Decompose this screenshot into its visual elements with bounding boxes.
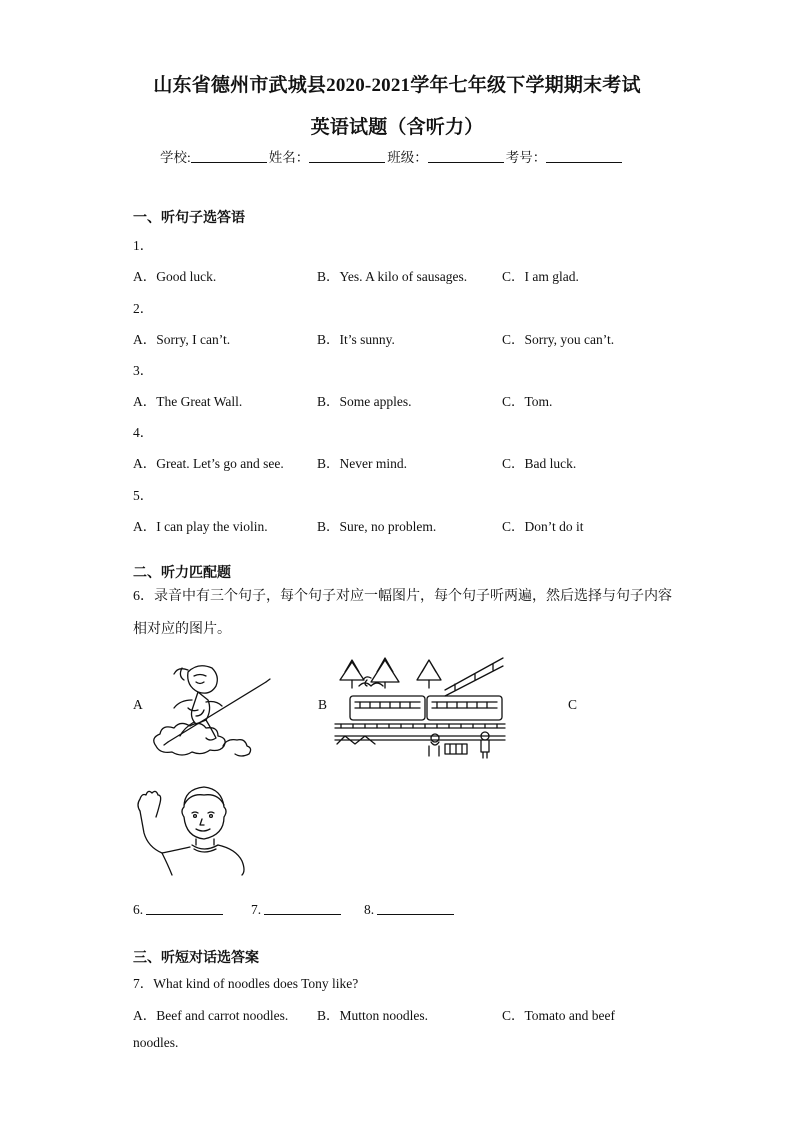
school-blank[interactable] (191, 149, 267, 163)
blank-number: 6. (133, 902, 144, 917)
option-c-continued: noodles. (133, 1035, 179, 1050)
name-label: 姓名： (268, 150, 310, 165)
option-c[interactable]: C．Bad luck. (502, 456, 577, 471)
option-c[interactable]: C．I am glad. (502, 269, 579, 284)
blank-line[interactable] (377, 901, 454, 915)
page-subtitle: 英语试题（含听力） (310, 117, 484, 138)
answer-blank-6[interactable] (133, 901, 223, 918)
school-label: 学校: (160, 150, 191, 165)
blank-line[interactable] (264, 901, 341, 915)
option-b[interactable]: B．Yes. A kilo of sausages. (317, 269, 468, 284)
question-number: 1． (133, 238, 154, 253)
train-station-picture (335, 650, 505, 760)
option-c[interactable]: C．Tomato and beef (502, 1008, 616, 1023)
section1-heading: 一、听句子选答语 (133, 211, 245, 226)
question-number: 2． (133, 301, 154, 316)
picture-label-c: C (568, 697, 578, 712)
option-a[interactable]: A．Beef and carrot noodles. (133, 1008, 289, 1023)
name-blank[interactable] (309, 149, 385, 163)
option-b[interactable]: B．It’s sunny. (317, 332, 395, 347)
question-number: 4． (133, 425, 154, 440)
question-number: 5． (133, 488, 154, 503)
exam-no-label: 考号： (505, 150, 547, 165)
answer-blank-8[interactable] (364, 901, 454, 918)
monkey-king-picture (148, 660, 273, 760)
option-a[interactable]: A．Good luck. (133, 269, 217, 284)
option-c[interactable]: C．Don’t do it (502, 519, 584, 534)
option-b[interactable]: B．Mutton noodles. (317, 1008, 429, 1023)
exam-no-blank[interactable] (546, 149, 622, 163)
question7-text: 7．What kind of noodles does Tony like? (133, 976, 359, 991)
waving-boy-picture (132, 785, 247, 877)
picture-label-a: A (133, 697, 143, 712)
option-a[interactable]: A．Great. Let’s go and see. (133, 456, 284, 471)
option-b[interactable]: B．Never mind. (317, 456, 407, 471)
option-c[interactable]: C．Sorry, you can’t. (502, 332, 615, 347)
option-a[interactable]: A．Sorry, I can’t. (133, 332, 231, 347)
blank-number: 8. (364, 902, 375, 917)
section2-heading: 二、听力匹配题 (133, 566, 231, 581)
option-a[interactable]: A．The Great Wall. (133, 394, 243, 409)
question-number: 3． (133, 363, 154, 378)
option-c[interactable]: C．Tom. (502, 394, 553, 409)
question6-instruction: 6．录音中有三个句子，每个句子对应一幅图片，每个句子听两遍，然后选择与句子内容相对应的图片。 (133, 589, 672, 637)
blank-number: 7. (251, 902, 262, 917)
section3-heading: 三、听短对话选答案 (133, 951, 259, 966)
answer-blank-7[interactable] (251, 901, 341, 918)
blank-line[interactable] (146, 901, 223, 915)
class-label: 班级： (387, 150, 428, 165)
option-a[interactable]: A．I can play the violin. (133, 519, 268, 534)
option-b[interactable]: B．Some apples. (317, 394, 412, 409)
student-info-line (160, 146, 624, 166)
class-blank[interactable] (428, 149, 504, 163)
page-title: 山东省德州市武城县2020-2021学年七年级下学期期末考试 (153, 75, 641, 96)
option-b[interactable]: B．Sure, no problem. (317, 519, 437, 534)
picture-label-b: B (318, 697, 328, 712)
